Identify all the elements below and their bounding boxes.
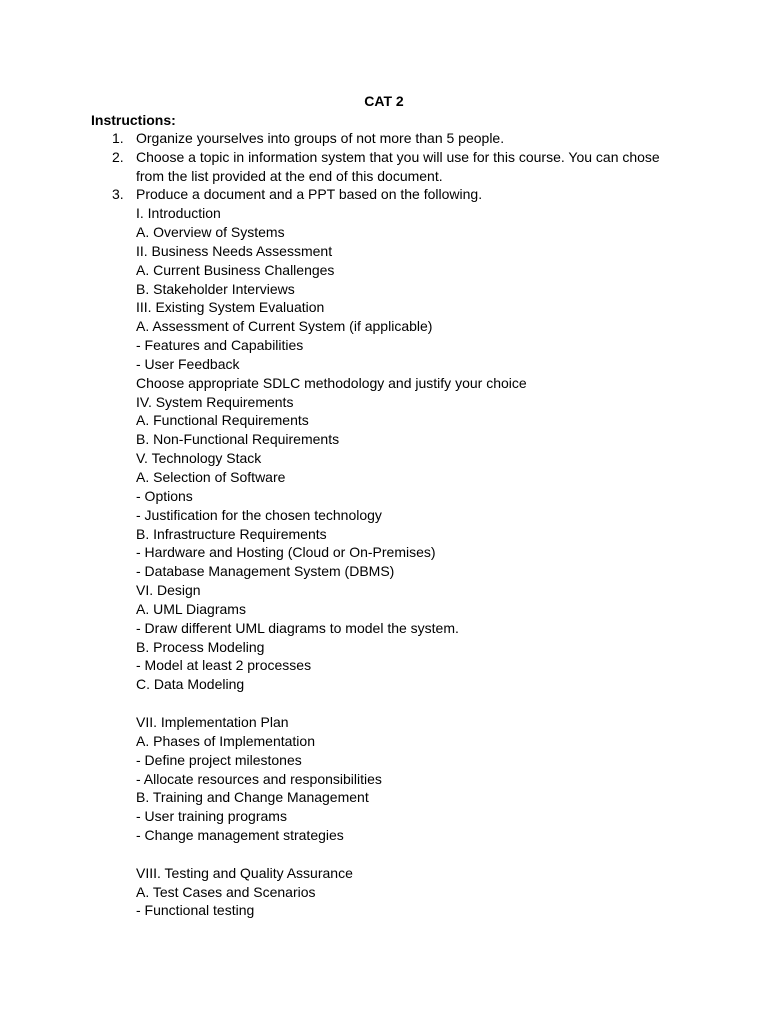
outline-line: - Allocate resources and responsibilities bbox=[136, 770, 382, 787]
outline-line: B. Process Modeling bbox=[136, 638, 265, 655]
outline-line: B. Training and Change Management bbox=[136, 789, 369, 806]
list-item-number: 3. bbox=[112, 186, 124, 203]
list-item bbox=[0, 129, 676, 148]
instructions-list bbox=[0, 129, 768, 920]
outline-line: - Hardware and Hosting (Cloud or On-Premises) bbox=[136, 544, 436, 561]
outline-section bbox=[0, 204, 696, 920]
outline-line: B. Stakeholder Interviews bbox=[136, 280, 295, 297]
list-item-number: 2. bbox=[112, 148, 124, 165]
outline-line: - Options bbox=[136, 487, 193, 504]
list-item-text: Organize yourselves into groups of not more than 5 people. bbox=[136, 130, 505, 146]
outline-line: A. Test Cases and Scenarios bbox=[136, 883, 316, 900]
outline-line: - Justification for the chosen technology bbox=[136, 506, 382, 523]
outline-line: C. Data Modeling bbox=[136, 676, 245, 693]
outline-line: - User training programs bbox=[136, 808, 287, 825]
list-item-number: 1. bbox=[112, 130, 124, 146]
outline-line: - Database Management System (DBMS) bbox=[136, 563, 395, 580]
outline-line: - Change management strategies bbox=[136, 827, 344, 844]
outline-line: IV. System Requirements bbox=[136, 393, 294, 410]
outline-line: III. Existing System Evaluation bbox=[136, 299, 325, 316]
outline-line: A. Assessment of Current System (if applicable) bbox=[136, 318, 433, 335]
outline-line: A. Functional Requirements bbox=[136, 412, 309, 429]
outline-line: - Draw different UML diagrams to model the system. bbox=[136, 619, 459, 636]
outline-line: VI. Design bbox=[136, 582, 201, 599]
outline-line: Choose appropriate SDLC methodology and justify your choice bbox=[136, 374, 527, 391]
outline-line: A. UML Diagrams bbox=[136, 600, 246, 617]
list-item-text: Produce a document and a PPT based on the following. bbox=[136, 186, 483, 203]
outline-line: A. Current Business Challenges bbox=[136, 261, 335, 278]
outline-line: - Model at least 2 processes bbox=[136, 657, 312, 674]
blank-line bbox=[136, 845, 696, 864]
list-item bbox=[0, 148, 676, 186]
outline-line: A. Overview of Systems bbox=[136, 224, 285, 241]
outline-line: B. Non-Functional Requirements bbox=[136, 431, 340, 448]
outline-line: - User Feedback bbox=[136, 355, 240, 372]
outline-line: V. Technology Stack bbox=[136, 450, 262, 467]
outline-line: VII. Implementation Plan bbox=[136, 713, 289, 730]
outline-line: II. Business Needs Assessment bbox=[136, 242, 333, 259]
outline-line: B. Infrastructure Requirements bbox=[136, 525, 327, 542]
instructions-heading: Instructions: bbox=[91, 112, 176, 128]
document-title: CAT 2 bbox=[364, 93, 404, 109]
outline-line: - Functional testing bbox=[136, 902, 255, 919]
list-item bbox=[0, 185, 676, 204]
outline-line: A. Phases of Implementation bbox=[136, 732, 315, 749]
blank-line bbox=[136, 694, 696, 713]
outline-line: - Features and Capabilities bbox=[136, 337, 304, 354]
outline-line: VIII. Testing and Quality Assurance bbox=[136, 864, 353, 881]
outline-line: - Define project milestones bbox=[136, 751, 302, 768]
outline-line: I. Introduction bbox=[136, 205, 221, 222]
list-item-text: Choose a topic in information system that you will use for this course. You can chose from the list provided at the end of this document. bbox=[136, 148, 660, 184]
outline-line: A. Selection of Software bbox=[136, 469, 286, 485]
